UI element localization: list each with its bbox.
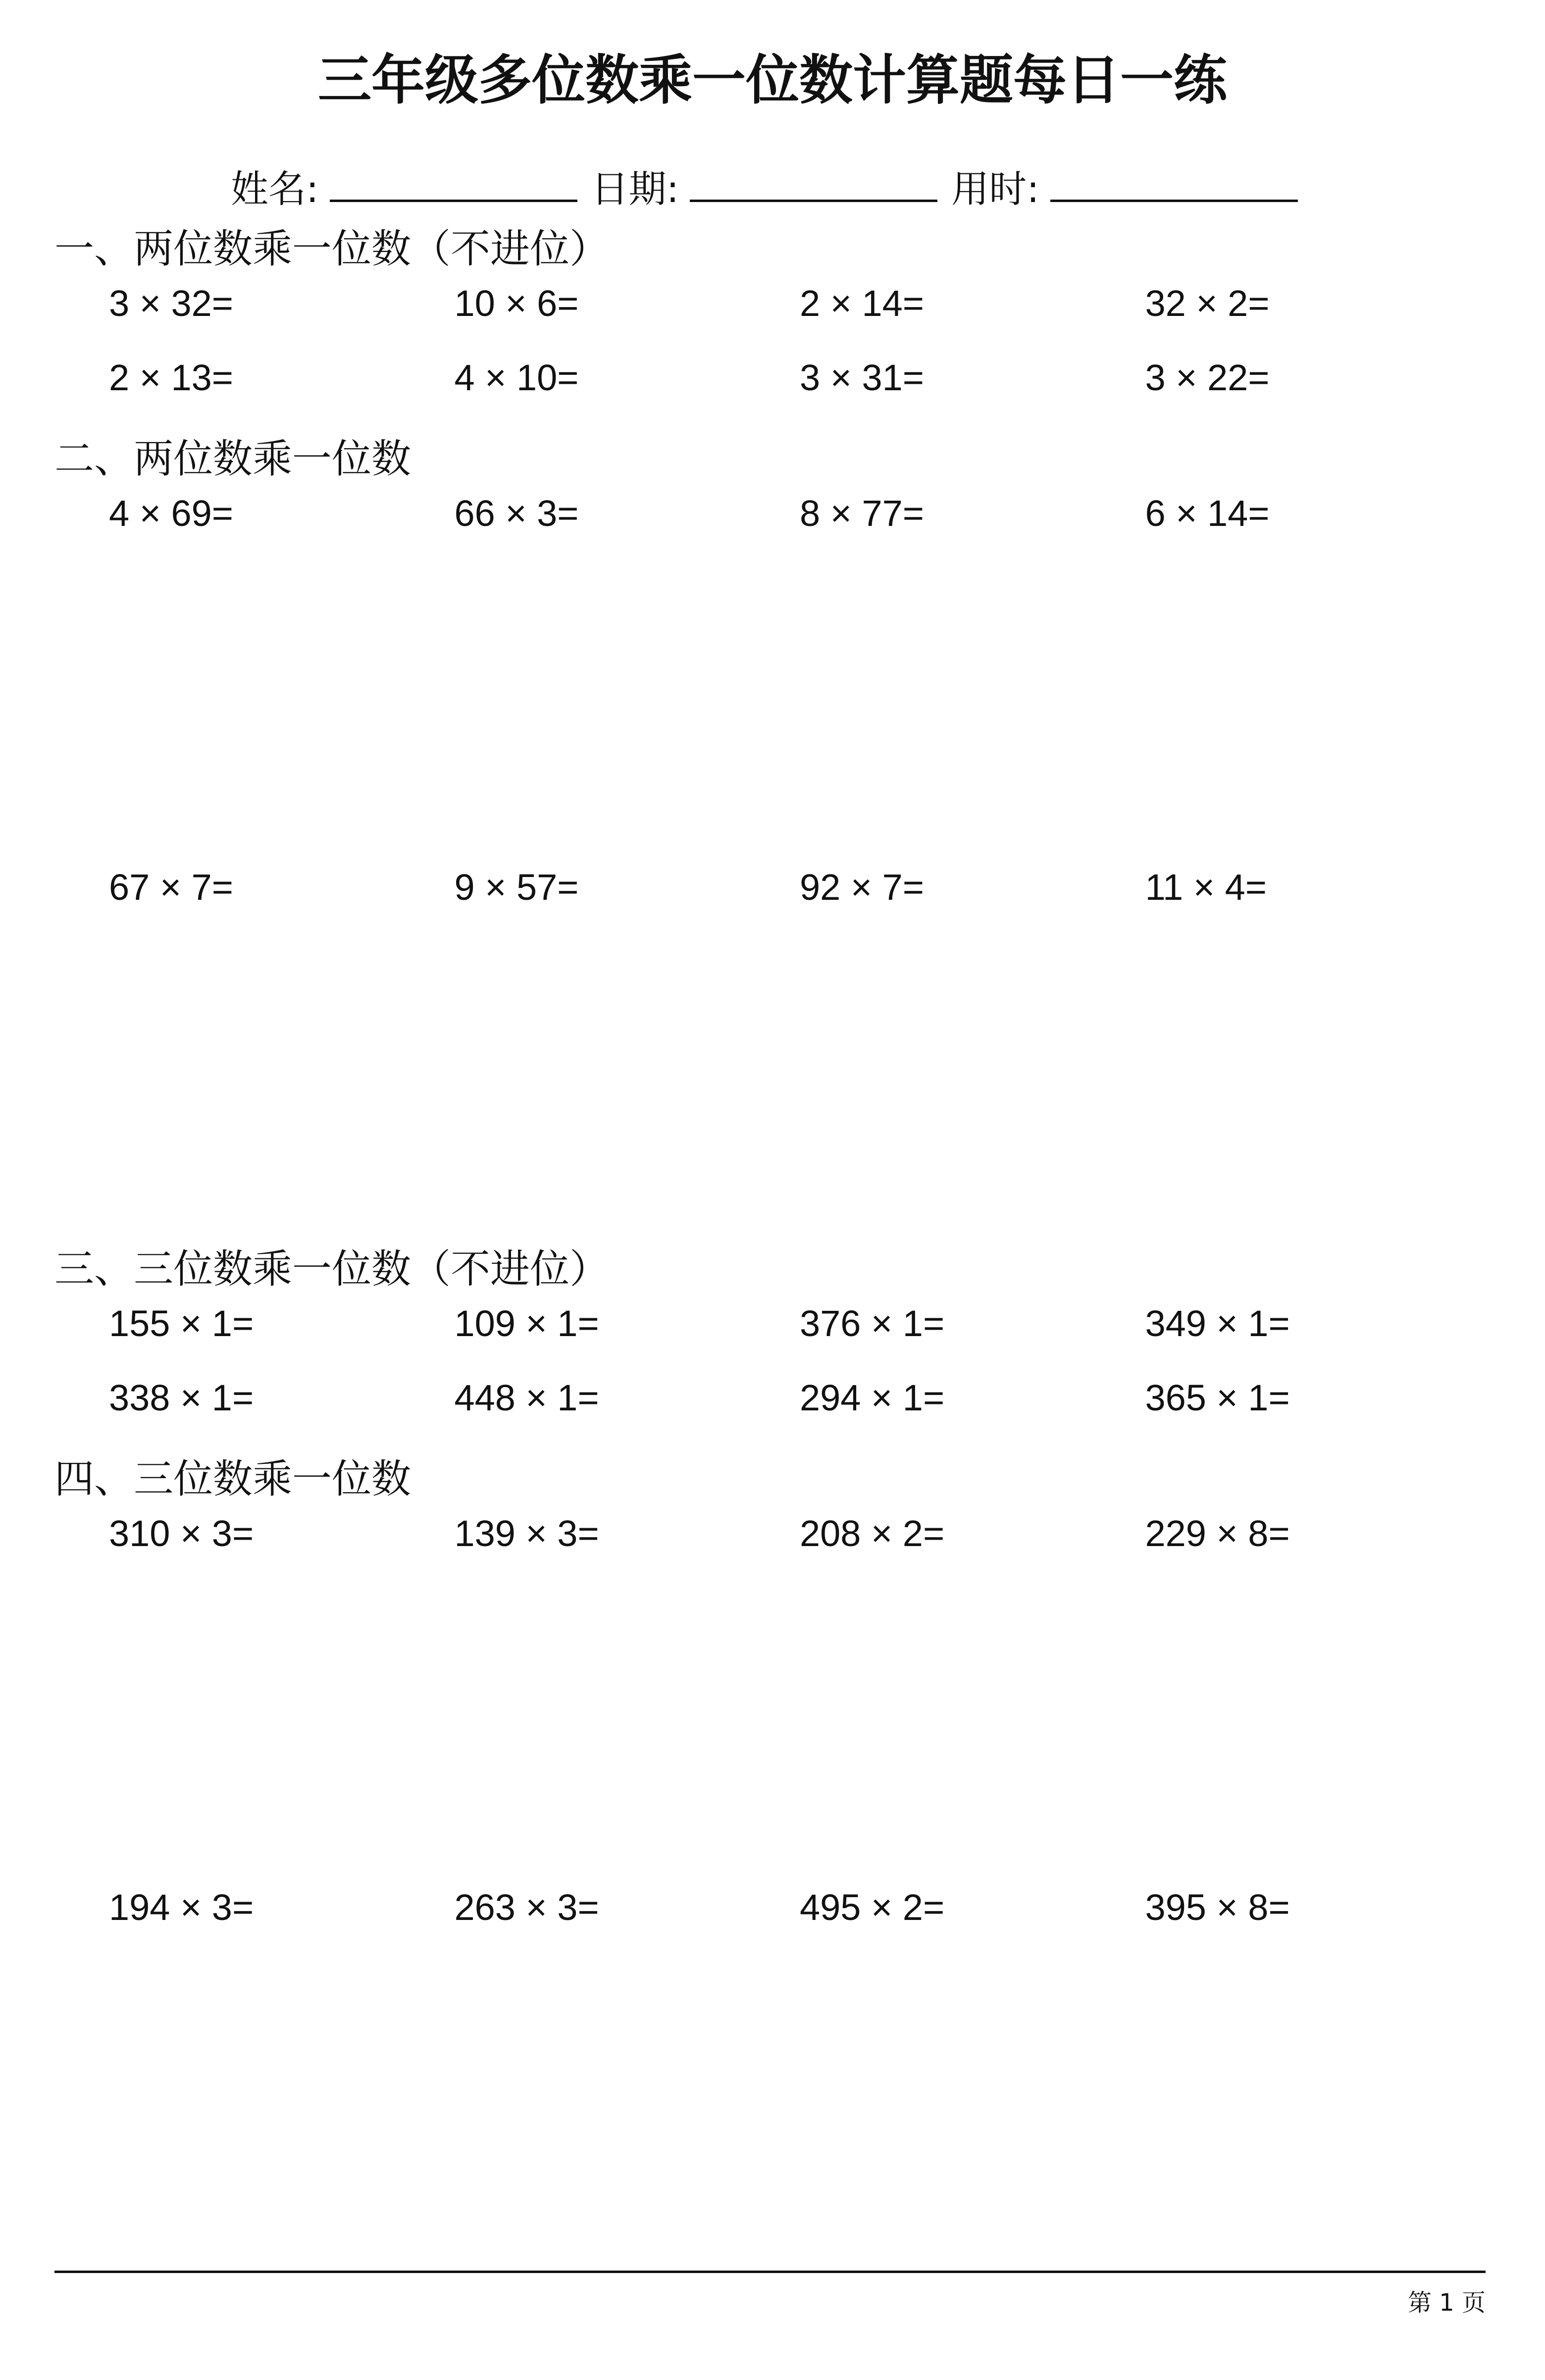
problem: 194 × 3= xyxy=(109,1887,254,1928)
problem: 8 × 77= xyxy=(800,493,925,534)
problem-row xyxy=(54,1351,1491,1445)
problem: 376 × 1= xyxy=(800,1303,945,1344)
problem: 294 × 1= xyxy=(800,1377,945,1418)
problem-row xyxy=(54,331,1491,425)
problem: 139 × 3= xyxy=(454,1513,599,1554)
problem: 365 × 1= xyxy=(1145,1377,1290,1418)
problem: 3 × 32= xyxy=(109,283,234,324)
section-title: 二、两位数乘一位数 xyxy=(54,436,411,482)
time-label: 用时: xyxy=(951,167,1039,211)
problem: 11 × 4= xyxy=(1145,867,1267,908)
section-title: 四、三位数乘一位数 xyxy=(54,1456,411,1502)
problem: 9 × 57= xyxy=(454,867,579,908)
section-1 xyxy=(54,222,1491,425)
problem: 338 × 1= xyxy=(109,1377,254,1418)
problem-row xyxy=(54,276,1491,331)
problem: 310 × 3= xyxy=(109,1513,254,1554)
section-title: 三、三位数乘一位数（不进位） xyxy=(54,1246,609,1292)
problem: 4 × 69= xyxy=(109,493,234,534)
problem-row xyxy=(54,1296,1491,1351)
date-blank[interactable] xyxy=(690,165,937,202)
problem: 92 × 7= xyxy=(800,867,925,908)
problem: 10 × 6= xyxy=(454,283,579,324)
worksheet-title: 三年级多位数乘一位数计算题每日一练 xyxy=(317,50,1227,111)
problem: 155 × 1= xyxy=(109,1303,254,1344)
problem: 2 × 14= xyxy=(800,283,925,324)
problem: 263 × 3= xyxy=(454,1887,599,1928)
problem-row xyxy=(54,486,1491,541)
date-label: 日期: xyxy=(591,167,679,211)
problem-row xyxy=(54,1880,1491,1935)
student-info-line xyxy=(231,159,1312,219)
problem: 395 × 8= xyxy=(1145,1887,1290,1928)
problem: 448 × 1= xyxy=(454,1377,599,1418)
problem: 4 × 10= xyxy=(454,357,579,398)
problem: 349 × 1= xyxy=(1145,1303,1290,1344)
problem: 495 × 2= xyxy=(800,1887,945,1928)
name-label: 姓名: xyxy=(231,167,319,211)
footer-divider xyxy=(54,2271,1486,2273)
problem: 109 × 1= xyxy=(454,1303,599,1344)
problem-row xyxy=(54,860,1491,915)
section-2 xyxy=(54,432,1491,915)
problem-row xyxy=(54,1506,1491,1561)
problem: 67 × 7= xyxy=(109,867,234,908)
problem: 3 × 22= xyxy=(1145,357,1270,398)
problem: 3 × 31= xyxy=(800,357,925,398)
time-blank[interactable] xyxy=(1050,165,1298,202)
page-number: 第 1 页 xyxy=(1407,2289,1486,2317)
section-4 xyxy=(54,1452,1491,1935)
problem: 208 × 2= xyxy=(800,1513,945,1554)
problem: 2 × 13= xyxy=(109,357,234,398)
name-blank[interactable] xyxy=(330,165,577,202)
section-title: 一、两位数乘一位数（不进位） xyxy=(54,226,609,272)
section-3 xyxy=(54,1242,1491,1445)
problem: 229 × 8= xyxy=(1145,1513,1290,1554)
problem: 66 × 3= xyxy=(454,493,579,534)
problem: 6 × 14= xyxy=(1145,493,1270,534)
problem: 32 × 2= xyxy=(1145,283,1270,324)
